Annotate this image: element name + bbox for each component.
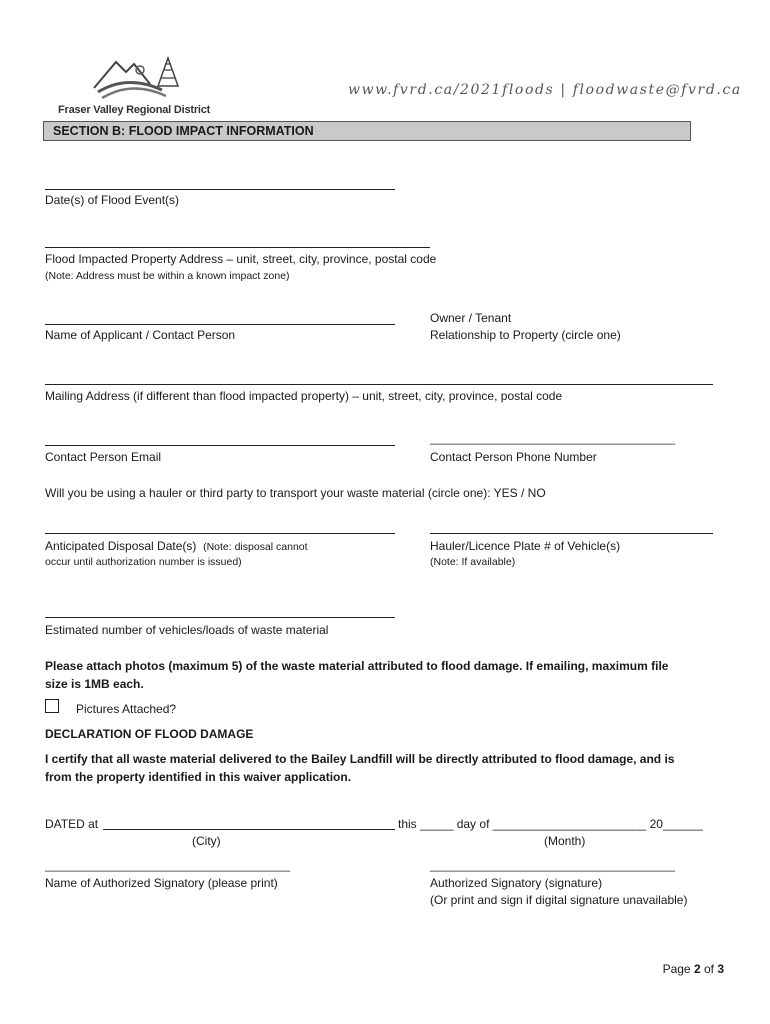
page-number (663, 962, 724, 976)
dated-city-field[interactable] (103, 829, 395, 830)
page-total: 3 (717, 962, 724, 976)
signatory-name-field[interactable]: _______________________________________ (45, 858, 290, 872)
property-address-field[interactable] (45, 247, 430, 248)
page-current: 2 (693, 962, 701, 976)
photos-instruction-2: size is 1MB each. (45, 677, 144, 691)
dated-at-label: DATED at (45, 817, 99, 831)
pictures-checkbox[interactable] (45, 699, 59, 713)
disposal-note-a: (Note: disposal cannot (203, 541, 308, 553)
relationship-label: Relationship to Property (circle one) (430, 328, 621, 342)
disposal-note-b: occur until authorization number is issued) (45, 556, 242, 568)
declaration-text-2: from the property identified in this waiver application. (45, 770, 352, 784)
phone-field[interactable]: _______________________________________ (430, 431, 675, 445)
mailing-address-label: Mailing Address (if different than flood impacted property) – unit, street, city, province, postal code (45, 389, 563, 403)
signature-field[interactable]: _______________________________________ (430, 858, 675, 872)
email-label: Contact Person Email (45, 450, 162, 464)
dated-day-month-year[interactable]: this _____ day of _______________________ 20______ (398, 817, 703, 831)
hauler-question[interactable]: Will you be using a hauler or third party to transport your waste material (circle one): YES / NO (45, 486, 546, 500)
photos-instruction-1: Please attach photos (maximum 5) of the waste material attributed to flood damage. If emailing, maximum file (45, 659, 669, 673)
month-caption: (Month) (544, 834, 586, 848)
section-header-bar (43, 121, 691, 141)
declaration-heading: DECLARATION OF FLOOD DAMAGE (45, 727, 254, 741)
vehicles-label: Estimated number of vehicles/loads of waste material (45, 623, 329, 637)
signatory-name-label: Name of Authorized Signatory (please print) (45, 876, 278, 890)
disposal-date-label (45, 539, 308, 553)
declaration-text-1: I certify that all waste material delivered to the Bailey Landfill will be directly attributed to flood damage, and is (45, 752, 675, 766)
vehicles-field[interactable] (45, 617, 395, 618)
phone-label: Contact Person Phone Number (430, 450, 597, 464)
email-field[interactable] (45, 445, 395, 446)
relationship-options[interactable]: Owner / Tenant (430, 311, 512, 325)
plate-label: Hauler/Licence Plate # of Vehicle(s) (430, 539, 621, 553)
city-caption: (City) (192, 834, 221, 848)
property-address-label: Flood Impacted Property Address – unit, street, city, province, postal code (45, 252, 437, 266)
plate-field[interactable] (430, 533, 713, 534)
applicant-label: Name of Applicant / Contact Person (45, 328, 236, 342)
disposal-date-field[interactable] (45, 533, 395, 534)
property-address-note: (Note: Address must be within a known impact zone) (45, 270, 290, 282)
applicant-field[interactable] (45, 324, 395, 325)
plate-note: (Note: If available) (430, 556, 516, 568)
dates-label: Date(s) of Flood Event(s) (45, 193, 180, 207)
signature-note: (Or print and sign if digital signature unavailable) (430, 893, 688, 907)
page-mid: of (700, 962, 718, 976)
section-title: SECTION B: FLOOD IMPACT INFORMATION (53, 124, 314, 138)
pictures-checkbox-label: Pictures Attached? (76, 702, 177, 716)
disposal-date-text: Anticipated Disposal Date(s) (45, 539, 197, 553)
mailing-address-field[interactable] (45, 384, 713, 385)
signature-label: Authorized Signatory (signature) (430, 876, 603, 890)
org-name: Fraser Valley Regional District (58, 104, 211, 116)
page-prefix: Page (662, 962, 694, 976)
dates-field[interactable] (45, 189, 395, 190)
website-email[interactable]: www.fvrd.ca/2021floods | floodwaste@fvrd.ca (348, 82, 742, 98)
